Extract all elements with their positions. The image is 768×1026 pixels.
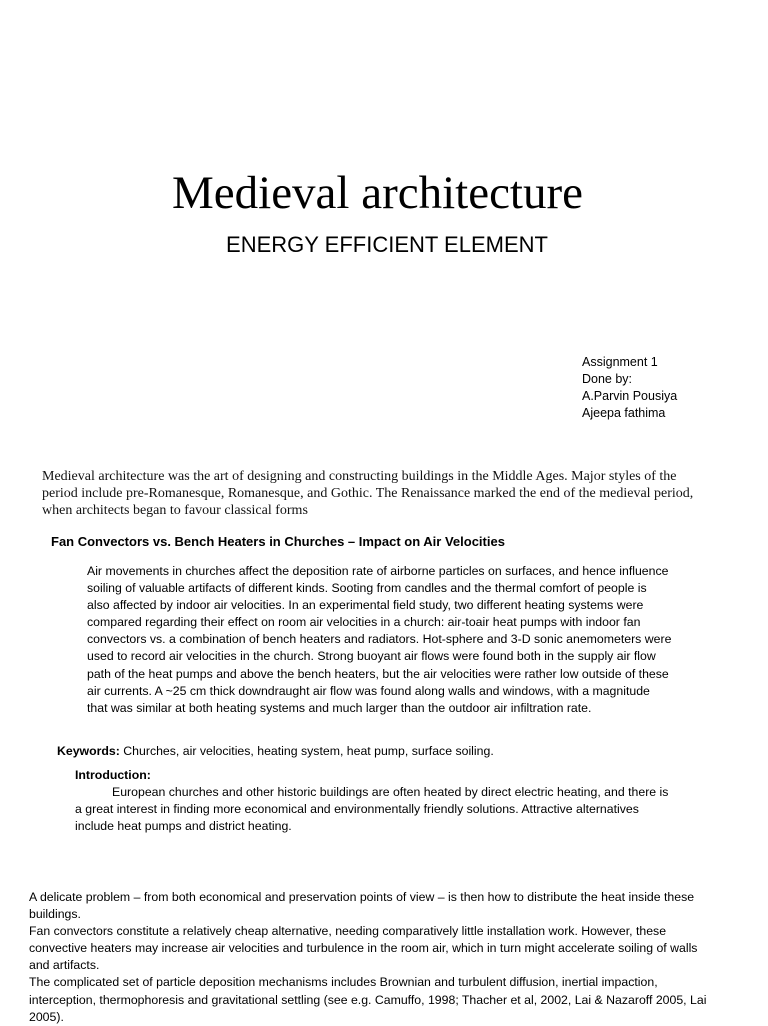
- body-paragraph: The complicated set of particle deposition mechanisms includes Brownian and turbulent diffusion, inertial impaction, interception, thermophoresis and gravitational settling (see e.g. Camuffo, 1998; Thacher et al, 2002, Lai & Nazaroff 2005, Lai 2005).: [29, 975, 707, 1024]
- keywords-line: [57, 743, 717, 760]
- intro-paragraph: Medieval architecture was the art of designing and constructing buildings in the Middle Ages. Major styles of the period include pre-Romanesque, Romanesque, and Gothic. The Renaissance marked the end of the medieval period, when architects began to favour classical forms: [42, 469, 694, 518]
- assignment-info: [582, 354, 677, 422]
- introduction-body: European churches and other historic buildings are often heated by direct electric heating, and there is a great interest in finding more economical and environmentally friendly solutions. Attractive alternatives include heat pumps and district heating.: [75, 785, 669, 833]
- keywords-label: Keywords:: [57, 744, 120, 758]
- assignment-label: Assignment 1: [582, 355, 658, 369]
- author-name-2: Ajeepa fathima: [582, 406, 666, 420]
- done-by-label: Done by:: [582, 372, 633, 386]
- document-subtitle: ENERGY EFFICIENT ELEMENT: [226, 232, 548, 257]
- document-title: Medieval architecture: [171, 167, 584, 219]
- body-paragraph: Fan convectors constitute a relatively cheap alternative, needing comparatively little installation work. However, these convective heaters may increase air velocities and turbulence in the room air, which in turn might accelerate soiling of walls and artifacts.: [29, 924, 698, 973]
- author-name-1: A.Parvin Pousiya: [582, 389, 678, 403]
- body-paragraph: A delicate problem – from both economical and preservation points of view – is then how to distribute the heat inside these buildings.: [29, 890, 695, 922]
- body-text: [29, 889, 719, 1026]
- abstract-paragraph: Air movements in churches affect the deposition rate of airborne particles on surfaces, and hence influence soiling of valuable artifacts of different kinds. Sooting from candles and the thermal comfort of people is also affected by indoor air velocities. In an experimental field study, two different heating systems were compared regarding their effect on room air velocities in a church: air-toair heat pumps with indoor fan convectors vs. a combination of bench heaters and radiators. Hot-sphere and 3-D sonic anemometers were used to record air velocities in the church. Strong buoyant air flows were found both in the supply air flow path of the heat pumps and above the bench heaters, but the air velocities were rather low outside of these air currents. A ~25 cm thick downdraught air flow was found along walls and windows, with a magnitude that was similar at both heating systems and much larger than the outdoor air infiltration rate.: [87, 564, 672, 715]
- keywords-text: Churches, air velocities, heating system, heat pump, surface soiling.: [119, 744, 494, 758]
- introduction-heading: Introduction:: [75, 768, 151, 782]
- section-heading: Fan Convectors vs. Bench Heaters in Churches – Impact on Air Velocities: [51, 534, 505, 549]
